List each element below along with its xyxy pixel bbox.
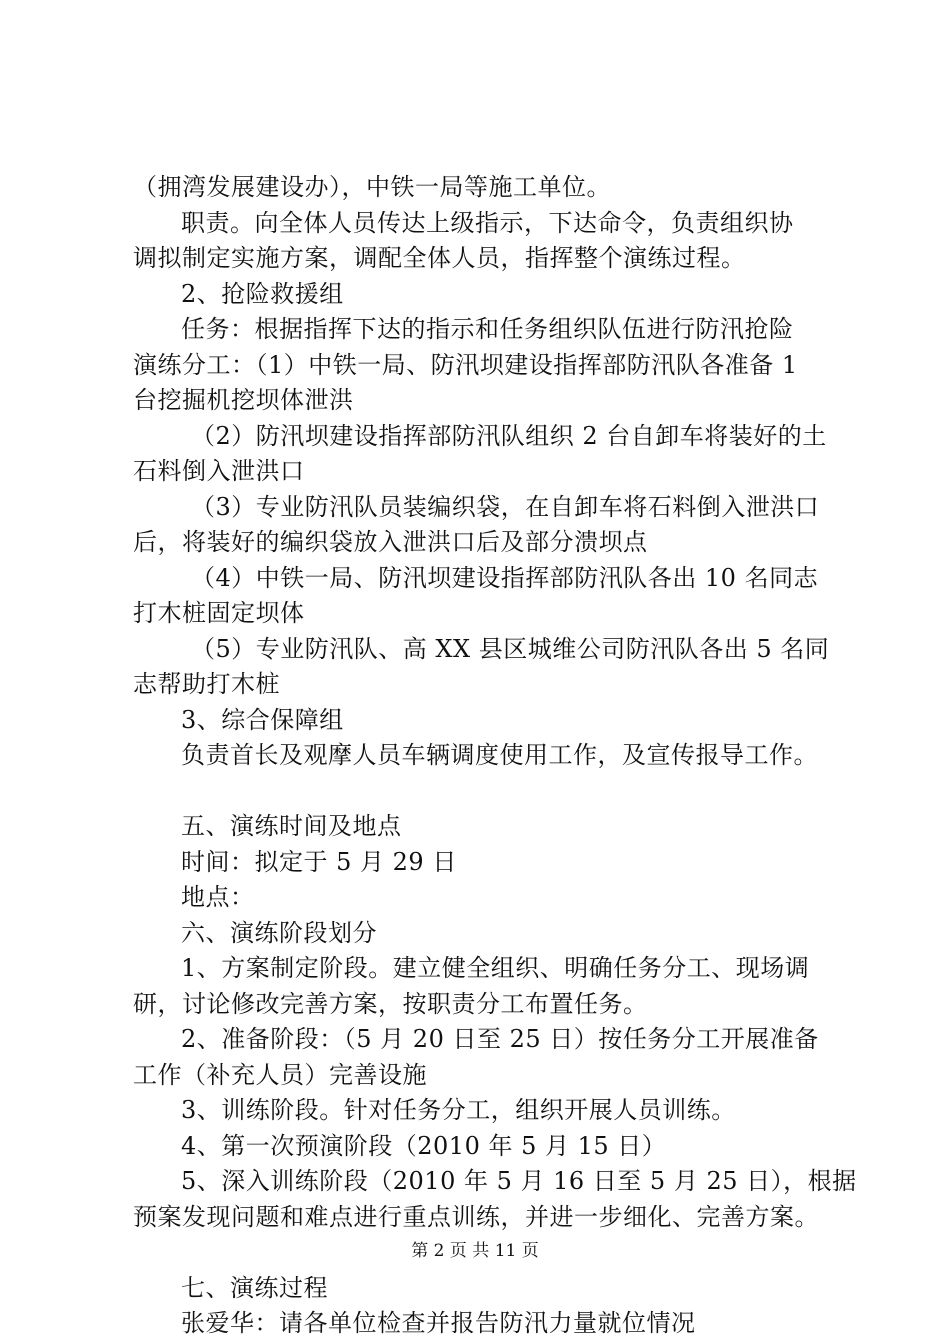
- text-line: 4、第一次预演阶段（2010 年 5 月 15 日）: [181, 1131, 667, 1160]
- section-heading: 2、抢险救援组: [181, 279, 344, 308]
- section-heading: 3、综合保障组: [181, 705, 344, 734]
- text-line: （3）专业防汛队员装编织袋，在自卸车将石料倒入泄洪口: [191, 492, 820, 521]
- text-line: （4）中铁一局、防汛坝建设指挥部防汛队各出 10 名同志: [191, 563, 819, 592]
- page-number-footer: 第 2 页 共 11 页: [411, 1241, 539, 1261]
- text-line: 打木桩固定坝体: [133, 599, 305, 627]
- blank-line: [133, 774, 853, 810]
- section-heading: 六、演练阶段划分: [181, 918, 377, 947]
- text-line: 演练分工：（1）中铁一局、防汛坝建设指挥部防汛队各准备 1: [133, 350, 798, 379]
- text-line: 5、深入训练阶段（2010 年 5 月 16 日至 5 月 25 日），根据: [181, 1167, 857, 1195]
- text-line: 志帮助打木桩: [133, 670, 280, 698]
- text-line: 时间：拟定于 5 月 29 日: [181, 847, 457, 876]
- text-line: （5）专业防汛队、高 XX 县区城维公司防汛队各出 5 名同: [191, 634, 830, 663]
- document-body: [133, 170, 857, 1342]
- text-line: 负责首长及观摩人员车辆调度使用工作，及宣传报导工作。: [181, 741, 818, 769]
- text-line: 预案发现问题和难点进行重点训练，并进一步细化、完善方案。: [133, 1202, 819, 1231]
- text-line: 任务：根据指挥下达的指示和任务组织队伍进行防汛抢险: [181, 315, 794, 343]
- text-line: 研，讨论修改完善方案，按职责分工布置任务。: [133, 989, 648, 1018]
- text-line: 1、方案制定阶段。建立健全组织、明确任务分工、现场调: [181, 954, 810, 982]
- text-line: 后，将装好的编织袋放入泄洪口后及部分溃坝点: [133, 528, 648, 556]
- section-heading: 七、演练过程: [181, 1273, 328, 1302]
- text-line: 2、准备阶段：（5 月 20 日至 25 日）按任务分工开展准备: [181, 1025, 819, 1053]
- text-line: （2）防汛坝建设指挥部防汛队组织 2 台自卸车将装好的土: [191, 421, 827, 450]
- section-heading: 五、演练时间及地点: [181, 812, 402, 840]
- text-line: （拥湾发展建设办），中铁一局等施工单位。: [133, 173, 611, 201]
- text-line: 台挖掘机挖坝体泄洪: [133, 386, 354, 414]
- text-line: 工作（补充人员）完善设施: [133, 1060, 427, 1089]
- text-line: 地点：: [181, 883, 255, 911]
- text-line: 张爱华：请各单位检查并报告防汛力量就位情况: [181, 1309, 696, 1337]
- text-line: 3、训练阶段。针对任务分工，组织开展人员训练。: [181, 1096, 736, 1124]
- text-line: 职责。向全体人员传达上级指示，下达命令，负责组织协: [181, 208, 794, 237]
- text-line: 调拟制定实施方案，调配全体人员，指挥整个演练过程。: [133, 244, 746, 272]
- text-line: 石料倒入泄洪口: [133, 457, 305, 485]
